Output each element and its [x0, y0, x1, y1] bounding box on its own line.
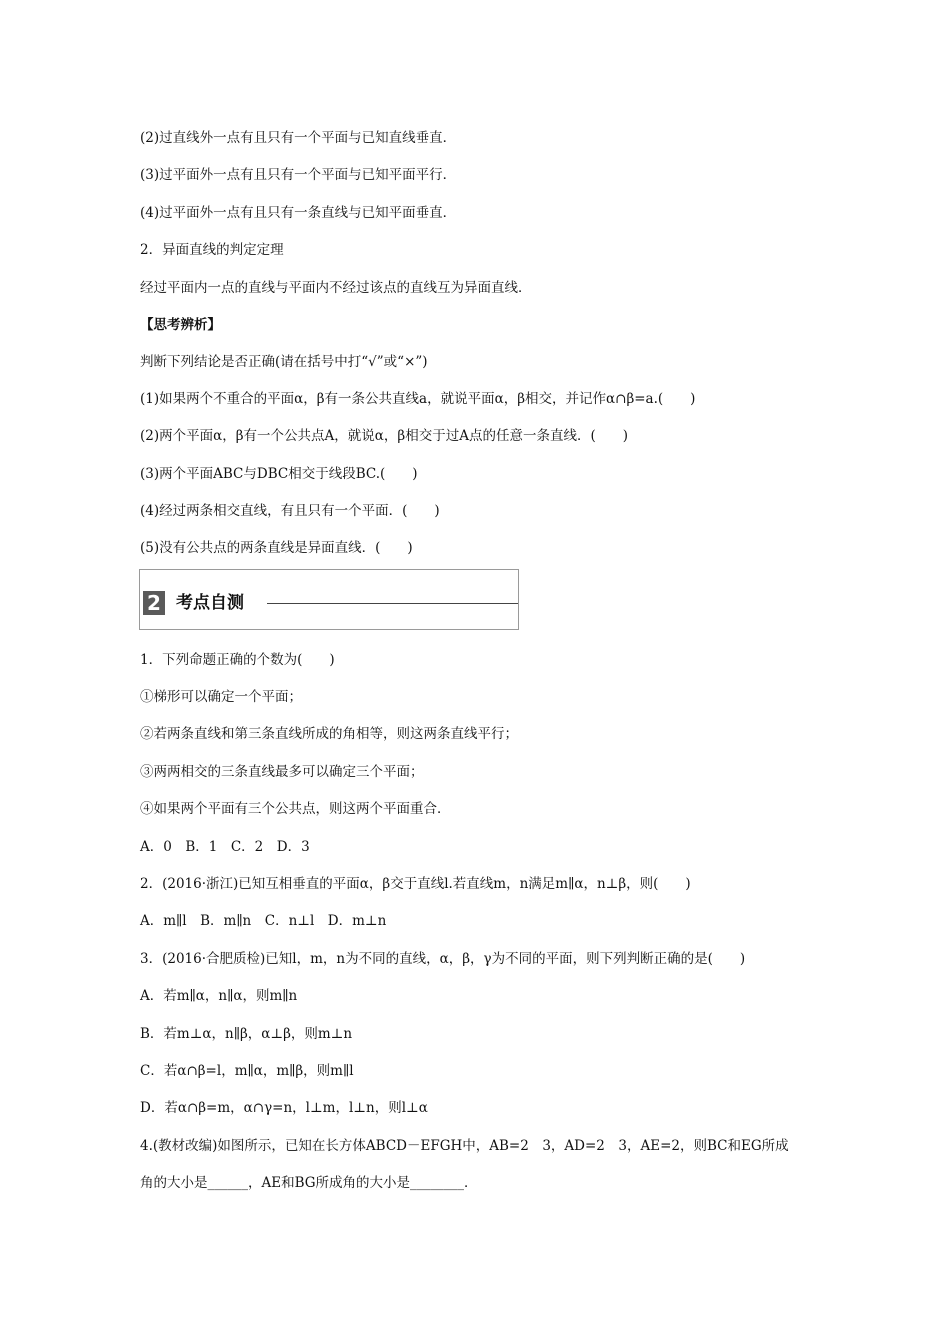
question-3-option-c: C．若α∩β=l，m∥α，m∥β，则m∥l [140, 1063, 354, 1079]
thinking-intro: 判断下列结论是否正确(请在括号中打“√”或“×”) [140, 354, 428, 370]
question-3-option-b: B．若m⊥α，n∥β，α⊥β，则m⊥n [140, 1026, 353, 1042]
thinking-heading: 【思考辨析】 [140, 317, 221, 333]
question-1: 1．下列命题正确的个数为( ) [140, 652, 335, 668]
question-2-options: A．m∥l B．m∥n C．n⊥l D．m⊥n [140, 913, 387, 929]
thinking-item: (5)没有公共点的两条直线是异面直线．( ) [140, 540, 413, 556]
section-header [139, 569, 519, 630]
question-3: 3．(2016·合肥质检)已知l，m，n为不同的直线，α，β，γ为不同的平面，则下列判断正确的是( ) [140, 951, 746, 967]
thinking-item: (1)如果两个不重合的平面α，β有一条公共直线a，就说平面α，β相交，并记作α∩β=a.( ) [140, 391, 696, 407]
section-number: 2 [147, 591, 161, 615]
proposition-4: (4)过平面外一点有且只有一条直线与已知平面垂直． [140, 205, 457, 221]
question-1-statement: ①梯形可以确定一个平面； [140, 689, 302, 705]
question-1-statement: ③两两相交的三条直线最多可以确定三个平面； [140, 764, 424, 780]
question-4-continued: 角的大小是______，AE和BG所成角的大小是________． [140, 1175, 478, 1191]
question-1-statement: ②若两条直线和第三条直线所成的角相等，则这两条直线平行； [140, 726, 518, 742]
theorem-heading: 2．异面直线的判定定理 [140, 242, 284, 258]
question-4: 4.(教材改编)如图所示，已知在长方体ABCD－EFGH中，AB=2 3，AD=2 3，AE=2，则BC和EG所成 [140, 1138, 789, 1154]
section-title: 考点自测 [176, 593, 244, 613]
question-2: 2．(2016·浙江)已知互相垂直的平面α，β交于直线l.若直线m，n满足m∥α，n⊥β，则( ) [140, 876, 691, 892]
question-1-options: A．0 B．1 C．2 D．3 [140, 839, 310, 855]
thinking-item: (4)经过两条相交直线，有且只有一个平面．( ) [140, 503, 440, 519]
section-number-badge [143, 591, 165, 615]
thinking-item: (3)两个平面ABC与DBC相交于线段BC.( ) [140, 466, 418, 482]
question-3-option-d: D．若α∩β=m，α∩γ=n，l⊥m，l⊥n，则l⊥α [140, 1100, 428, 1116]
proposition-3: (3)过平面外一点有且只有一个平面与已知平面平行． [140, 167, 457, 183]
thinking-item: (2)两个平面α，β有一个公共点A，就说α，β相交于过A点的任意一条直线．( ) [140, 428, 628, 444]
proposition-2: (2)过直线外一点有且只有一个平面与已知直线垂直． [140, 130, 457, 146]
question-1-statement: ④如果两个平面有三个公共点，则这两个平面重合． [140, 801, 451, 817]
section-rule [267, 603, 518, 604]
question-3-option-a: A．若m∥α，n∥α，则m∥n [140, 988, 298, 1004]
theorem-text: 经过平面内一点的直线与平面内不经过该点的直线互为异面直线． [140, 280, 532, 296]
